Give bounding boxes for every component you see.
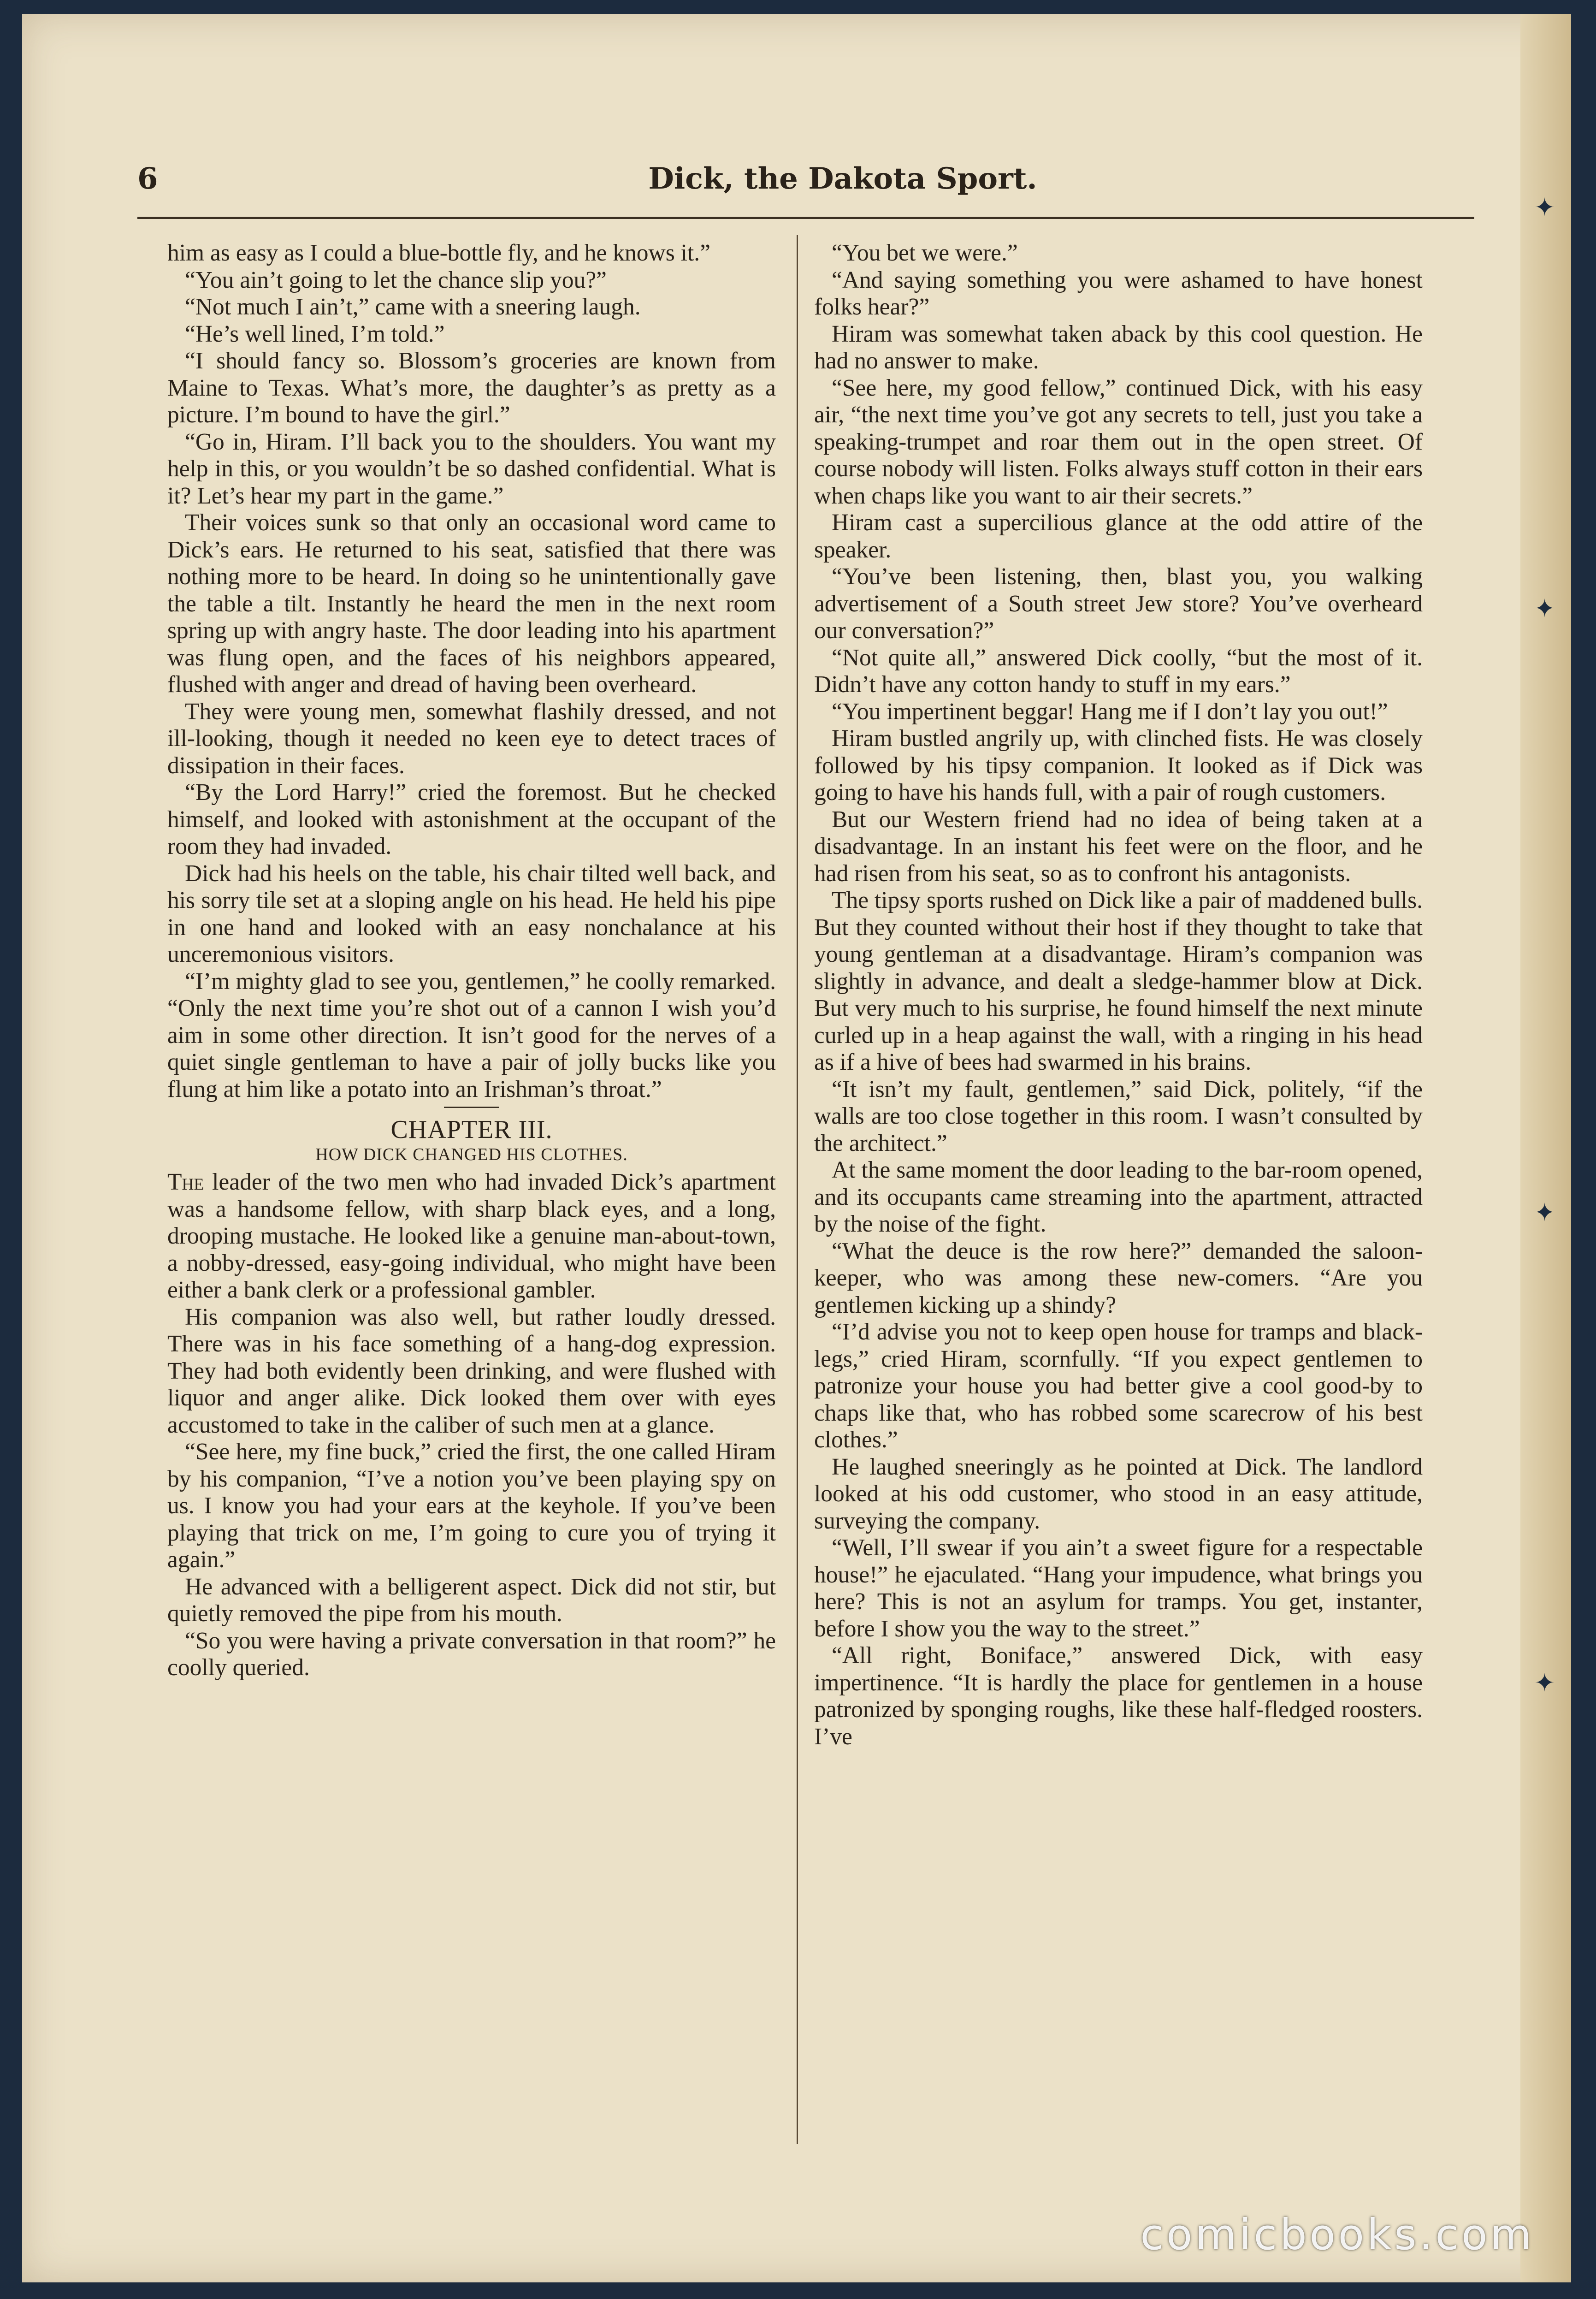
paragraph: “I’m mighty glad to see you, gentlemen,” he coolly remarked. “Only the next time you’re shot out of a cannon I wish you’d aim in some other direction. It isn’t good for the nerves of a quiet single gentleman to have a pair of jolly bucks like you flung at him like a potato into an Irishman’s throat.” bbox=[167, 968, 776, 1102]
paragraph: At the same moment the door leading to the bar-room opened, and its occupants came streaming into the apartment, attracted by the noise of the fight. bbox=[814, 1157, 1423, 1237]
paragraph: Hiram was somewhat taken aback by this cool question. He had no answer to make. bbox=[814, 320, 1423, 374]
paragraph: Hiram bustled angrily up, with clinched fists. He was closely followed by his tipsy companion. It looked as if Dick was going to have his hands full, with a pair of rough customers. bbox=[814, 725, 1423, 806]
left-paragraphs-after bbox=[167, 1304, 776, 1682]
binding-staple-icon: ✦ bbox=[1534, 594, 1555, 623]
paragraph: But our Western friend had no idea of being taken at a disadvantage. In an instant his feet were on the floor, and he had risen from his seat, so as to confront his antagonists. bbox=[814, 806, 1423, 887]
paragraph: “I should fancy so. Blossom’s groceries are known from Maine to Texas. What’s more, the daughter’s as pretty as a picture. I’m bound to have the girl.” bbox=[167, 348, 776, 428]
paragraph: Dick had his heels on the table, his chair tilted well back, and his sorry tile set at a sloping angle on his head. He held his pipe in one hand and looked with an easy nonchalance at his unceremonious visitors. bbox=[167, 860, 776, 967]
column-divider bbox=[797, 235, 798, 2144]
paragraph: “I’d advise you not to keep open house for tramps and black-legs,” cried Hiram, scornfully. “If you expect gentlemen to patronize your house you had better give a cool good-by to chaps like that, who has robbed some scarecrow of his best clothes.” bbox=[814, 1319, 1423, 1453]
paragraph: “See here, my good fellow,” continued Dick, with his easy air, “the next time you’ve got any secrets to tell, just you take a speaking-trumpet and roar them out in the open street. Of course nobody will listen. Folks always stuff cotton in their ears when chaps like you want to air their secrets.” bbox=[814, 374, 1423, 509]
binding-staple-icon: ✦ bbox=[1534, 1198, 1555, 1227]
left-column bbox=[167, 240, 776, 2199]
paragraph: “It isn’t my fault, gentlemen,” said Dick, politely, “if the walls are too close together in this room. I wasn’t consulted by the architect.” bbox=[814, 1076, 1423, 1156]
right-column bbox=[814, 240, 1423, 2199]
paragraph: “Well, I’ll swear if you ain’t a sweet figure for a respectable house!” he ejaculated. “Hang your impudence, what brings you here? This is not an asylum for tramps. You get, instanter, before I show you the way to the street.” bbox=[814, 1535, 1423, 1642]
chapter-subtitle: HOW DICK CHANGED HIS CLOTHES. bbox=[315, 1145, 628, 1164]
left-paragraphs-before bbox=[167, 240, 776, 1103]
paragraph: “What the deuce is the row here?” demanded the saloon-keeper, who was among these new-comers. “Are you gentlemen kicking up a shindy? bbox=[814, 1238, 1423, 1318]
paragraph: “Not quite all,” answered Dick coolly, “but the most of it. Didn’t have any cotton handy to stuff in my ears.” bbox=[814, 644, 1423, 698]
paragraph: “See here, my fine buck,” cried the first, the one called Hiram by his companion, “I’ve a notion you’ve been playing spy on us. I know you had your ears at the keyhole. If you’ve been playing that trick on me, I’m going to cure you of trying it again.” bbox=[167, 1439, 776, 1573]
paragraph: He advanced with a belligerent aspect. Dick did not stir, but quietly removed the pipe from his mouth. bbox=[167, 1573, 776, 1627]
paragraph: him as easy as I could a blue-bottle fly, and he knows it.” bbox=[167, 240, 710, 266]
chapter-opening-text: leader of the two men who had invaded Dick’s apartment was a handsome fellow, with sharp black eyes, and a long, drooping mustache. He looked like a genuine man-about-town, a nobby-dressed, easy-going individual, who might have been either a bank clerk or a professional gambler. bbox=[167, 1169, 776, 1303]
page-number: 6 bbox=[137, 161, 158, 196]
paragraph: “Go in, Hiram. I’ll back you to the shoulders. You want my help in this, or you wouldn’t be so dashed confidential. What is it? Let’s hear my part in the game.” bbox=[167, 428, 776, 509]
paragraph: They were young men, somewhat flashily dressed, and not ill-looking, though it needed no keen eye to detect traces of dissipation in their faces. bbox=[167, 698, 776, 779]
paragraph: “And saying something you were ashamed to have honest folks hear?” bbox=[814, 267, 1423, 320]
paragraph: Their voices sunk so that only an occasional word came to Dick’s ears. He returned to his seat, satisfied that there was nothing more to be heard. In doing so he unintentionally gave the table a tilt. Instantly he heard the men in the next room spring up with angry haste. The door leading into his apartment was flung open, and the faces of his neighbors appeared, flushed with anger and dread of having been overheard. bbox=[167, 510, 776, 698]
paragraph: His companion was also well, but rather loudly dressed. There was in his face something of a hang-dog expression. They had both evidently been drinking, and were flushed with liquor and anger alike. Dick looked them over with eyes accustomed to take in the caliber of such men at a glance. bbox=[167, 1304, 776, 1438]
paragraph: “You’ve been listening, then, blast you, you walking advertisement of a South street Jew store? You’ve overheard our conversation?” bbox=[814, 563, 1423, 644]
page-edge bbox=[1520, 14, 1571, 2282]
section-divider bbox=[444, 1107, 499, 1108]
paragraph: “By the Lord Harry!” cried the foremost. But he checked himself, and looked with astonishment at the occupant of the room they had invaded. bbox=[167, 779, 776, 859]
paragraph: “All right, Boniface,” answered Dick, with easy impertinence. “It is hardly the place for gentlemen in a house patronized by sponging roughs, like these half-fledged roosters. I’ve bbox=[814, 1642, 1423, 1750]
book-page bbox=[22, 14, 1571, 2282]
chapter-opening-paragraph bbox=[167, 1169, 776, 1304]
paragraph: He laughed sneeringly as he pointed at Dick. The landlord looked at his odd customer, who stood in an easy attitude, surveying the company. bbox=[814, 1453, 1423, 1534]
paragraph: Hiram cast a supercilious glance at the odd attire of the speaker. bbox=[814, 510, 1423, 563]
page-header bbox=[137, 161, 1474, 203]
paragraph: “Not much I ain’t,” came with a sneering laugh. bbox=[185, 294, 641, 320]
watermark: comicbooks.com bbox=[1140, 2210, 1534, 2259]
binding-staple-icon: ✦ bbox=[1534, 1668, 1555, 1697]
right-paragraphs bbox=[814, 240, 1423, 1750]
header-rule bbox=[137, 217, 1474, 219]
paragraph: “So you were having a private conversation in that room?” he coolly queried. bbox=[167, 1627, 776, 1681]
paragraph: “You impertinent beggar! Hang me if I don’t lay you out!” bbox=[832, 698, 1388, 725]
running-title: Dick, the Dakota Sport. bbox=[648, 161, 1037, 196]
paragraph: “You ain’t going to let the chance slip you?” bbox=[185, 267, 607, 293]
chapter-title: CHAPTER III. bbox=[390, 1115, 553, 1144]
paragraph: “You bet we were.” bbox=[832, 240, 1018, 266]
chapter-opening-word: The bbox=[167, 1169, 204, 1195]
paragraph: “He’s well lined, I’m told.” bbox=[185, 320, 445, 347]
paragraph: The tipsy sports rushed on Dick like a pair of maddened bulls. But they counted without their host if they thought to take that young gentleman at a disadvantage. Hiram’s companion was slightly in advance, and dealt a sledge-hammer blow at Dick. But very much to his surprise, he found himself the next minute curled up in a heap against the wall, with a ringing in his head as if a hive of bees had swarmed in his brains. bbox=[814, 887, 1423, 1075]
binding-staple-icon: ✦ bbox=[1534, 193, 1555, 222]
